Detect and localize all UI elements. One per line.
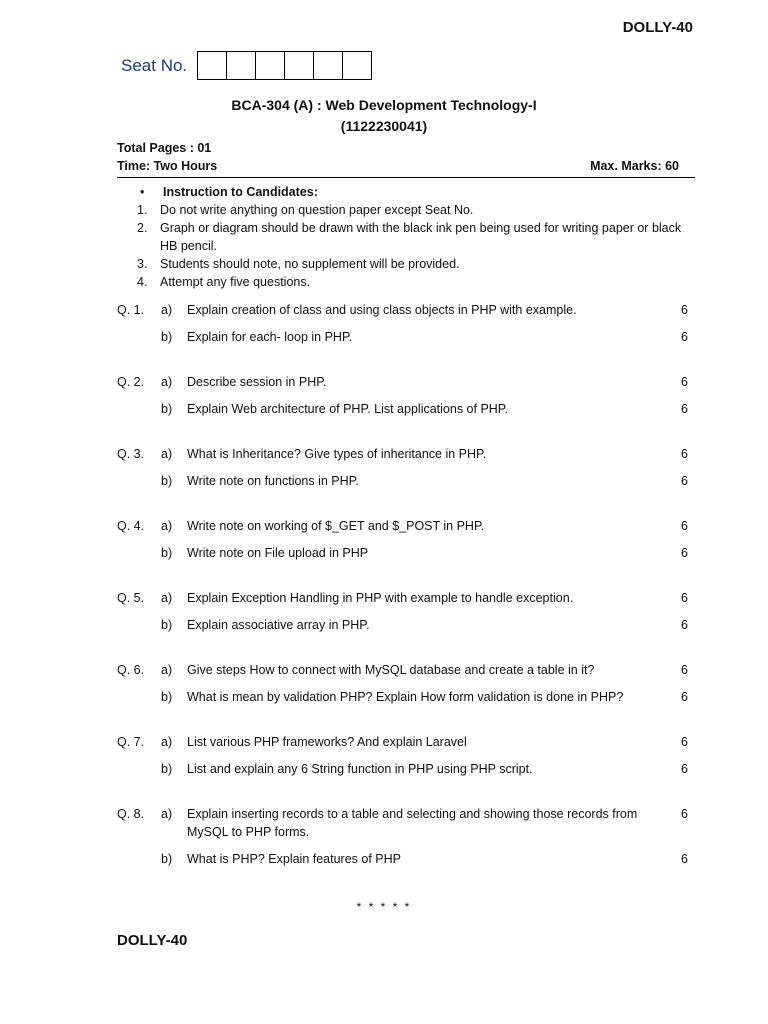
paper-meta [117, 139, 695, 178]
seat-digit-box [227, 52, 256, 79]
question-number: Q. 1. [117, 303, 145, 317]
question-number [117, 544, 161, 562]
question-marks: 6 [681, 402, 688, 416]
question-part-label: b) [161, 330, 173, 344]
instruction-item [137, 219, 687, 255]
question-text: Give steps How to connect with MySQL database and create a table in it? [187, 663, 595, 677]
question-text: Explain Exception Handling in PHP with example to handle exception. [187, 591, 574, 605]
question-text: What is Inheritance? Give types of inheritance in PHP. [187, 447, 487, 461]
total-pages: Total Pages : 01 [117, 141, 212, 155]
question-part-label: a) [161, 519, 173, 533]
seat-number-boxes [197, 51, 372, 80]
question-marks: 6 [681, 735, 688, 749]
question-text: What is mean by validation PHP? Explain How form validation is done in PHP? [187, 690, 624, 704]
question-part-label: b) [161, 402, 173, 416]
question-marks: 6 [681, 303, 688, 317]
question-marks: 6 [681, 807, 688, 821]
instruction-text: Graph or diagram should be drawn with the black ink pen being used for writing paper or black HB pencil. [160, 221, 682, 253]
question-marks: 6 [681, 375, 688, 389]
paper-code-top: DOLLY-40 [622, 19, 693, 36]
paper-code: (1122230041) [340, 118, 428, 134]
question-number [117, 760, 161, 778]
question-part-row [117, 850, 695, 868]
question-number: Q. 7. [117, 735, 145, 749]
question-marks: 6 [681, 546, 688, 560]
question-part-row [117, 301, 695, 319]
question-part-label: b) [161, 690, 173, 704]
question-marks: 6 [681, 762, 688, 776]
question-text: Explain Web architecture of PHP. List applications of PHP. [187, 402, 509, 416]
instruction-number: 3. [137, 257, 148, 271]
question-text: Write note on functions in PHP. [187, 474, 359, 488]
question-part-row [117, 544, 695, 562]
question-part-label: b) [161, 762, 173, 776]
question-marks: 6 [681, 618, 688, 632]
question-text: Explain associative array in PHP. [187, 618, 370, 632]
questions-list [117, 301, 695, 868]
question-number: Q. 6. [117, 663, 145, 677]
question-part-row [117, 373, 695, 391]
seat-digit-box [314, 52, 343, 79]
instruction-text: Students should note, no supplement will be provided. [160, 257, 460, 271]
question-number: Q. 3. [117, 447, 145, 461]
paper-title: BCA-304 (A) : Web Development Technology-I [231, 97, 537, 113]
instructions-heading: Instruction to Candidates: [163, 185, 318, 199]
seat-number-block [121, 51, 372, 80]
question-part-row [117, 472, 695, 490]
question-part-row [117, 688, 695, 706]
question-number: Q. 5. [117, 591, 145, 605]
question-part-row [117, 589, 695, 607]
question-part-row [117, 733, 695, 751]
question-text: Write note on working of $_GET and $_POST in PHP. [187, 519, 485, 533]
question-part-label: b) [161, 546, 173, 560]
question-marks: 6 [681, 330, 688, 344]
question-text: Explain for each- loop in PHP. [187, 330, 353, 344]
question-marks: 6 [681, 591, 688, 605]
question-number: Q. 2. [117, 375, 145, 389]
seat-digit-box [343, 52, 372, 79]
time-allowed: Time: Two Hours [117, 159, 218, 173]
question-number [117, 850, 161, 868]
end-marker: * * * * * [356, 900, 412, 914]
question-part-row [117, 661, 695, 679]
question-part-label: a) [161, 303, 173, 317]
question-part-row [117, 517, 695, 535]
question-part-row [117, 328, 695, 346]
question-text: List and explain any 6 String function in PHP using PHP script. [187, 762, 533, 776]
instruction-text: Do not write anything on question paper except Seat No. [160, 203, 474, 217]
instruction-item [137, 255, 687, 273]
question-text: Explain creation of class and using class objects in PHP with example. [187, 303, 577, 317]
paper-code-bottom: DOLLY-40 [117, 932, 188, 949]
instruction-number: 4. [137, 275, 148, 289]
instructions [137, 183, 687, 291]
question-part-label: a) [161, 375, 173, 389]
question-number [117, 472, 161, 490]
seat-digit-box [285, 52, 314, 79]
instruction-item [137, 201, 687, 219]
question-number: Q. 4. [117, 519, 145, 533]
question-marks: 6 [681, 447, 688, 461]
header-divider [117, 177, 695, 178]
question-part-label: a) [161, 807, 173, 821]
question-part-label: a) [161, 735, 173, 749]
question-part-label: b) [161, 474, 173, 488]
question-number [117, 616, 161, 634]
question-text: List various PHP frameworks? And explain Laravel [187, 735, 467, 749]
instruction-item [137, 273, 687, 291]
instruction-number: 1. [137, 203, 148, 217]
seat-digit-box [256, 52, 285, 79]
question-number [117, 328, 161, 346]
question-text: What is PHP? Explain features of PHP [187, 852, 401, 866]
question-part-row [117, 805, 695, 841]
question-part-label: a) [161, 663, 173, 677]
question-number [117, 400, 161, 418]
question-part-row [117, 400, 695, 418]
question-part-label: b) [161, 618, 173, 632]
instruction-number: 2. [137, 221, 148, 235]
question-marks: 6 [681, 852, 688, 866]
question-part-label: b) [161, 852, 173, 866]
question-text: Explain inserting records to a table and selecting and showing those records from MySQL to PHP forms. [187, 807, 638, 839]
bullet-icon: • [140, 185, 145, 199]
question-number [117, 688, 161, 706]
question-text: Write note on File upload in PHP [187, 546, 369, 560]
question-part-label: a) [161, 447, 173, 461]
seat-label: Seat No. [121, 55, 188, 75]
max-marks: Max. Marks: 60 [590, 159, 679, 173]
question-marks: 6 [681, 519, 688, 533]
instruction-text: Attempt any five questions. [160, 275, 311, 289]
question-marks: 6 [681, 690, 688, 704]
question-marks: 6 [681, 663, 688, 677]
seat-digit-box [198, 52, 227, 79]
question-text: Describe session in PHP. [187, 375, 327, 389]
paper-title-block [0, 95, 768, 137]
question-part-row [117, 760, 695, 778]
question-part-row [117, 616, 695, 634]
question-part-label: a) [161, 591, 173, 605]
question-marks: 6 [681, 474, 688, 488]
question-number: Q. 8. [117, 807, 145, 821]
question-part-row [117, 445, 695, 463]
